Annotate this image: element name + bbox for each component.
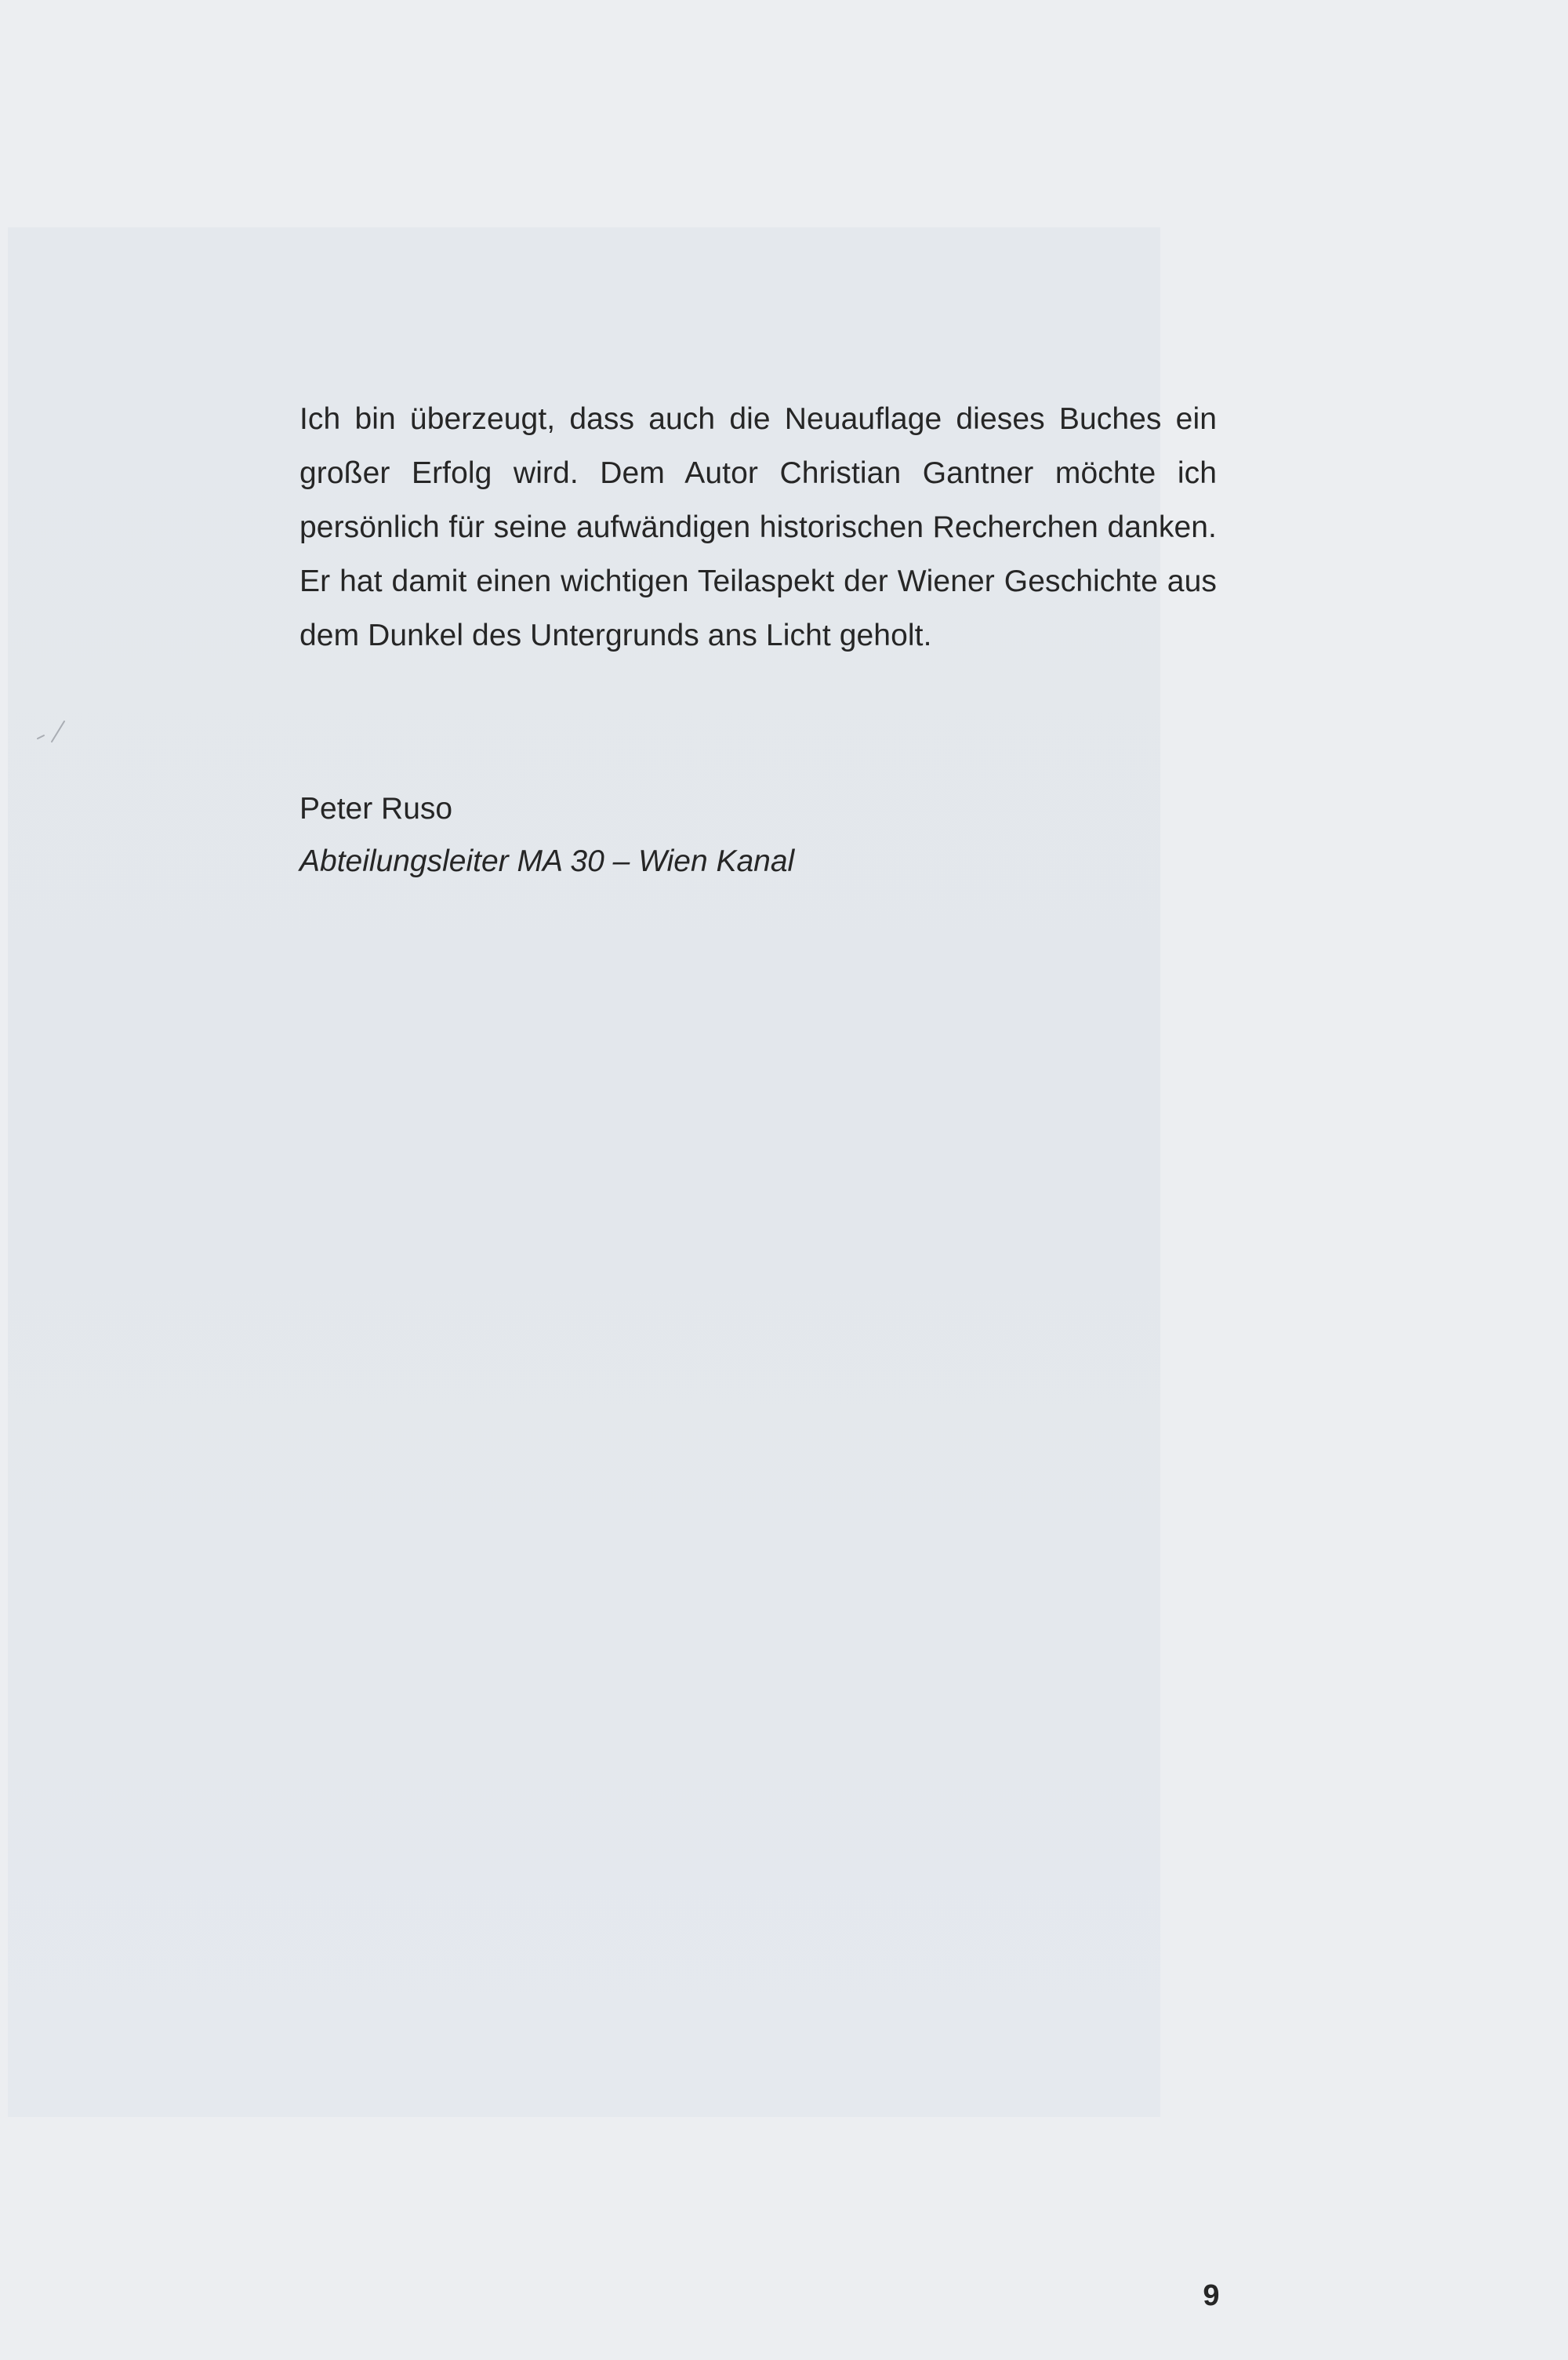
body-paragraph: Ich bin überzeugt, dass auch die Neuauflage dieses Buches ein großer Erfolg wird. Dem Autor Christian Gantner möchte ich persönlich für seine aufwändigen historischen Recherchen danken. Er hat damit einen wichtigen Teilaspekt der Wiener Geschichte aus dem Dunkel des Untergrunds ans Licht geholt.	[299, 402, 1217, 652]
scan-mark	[34, 715, 69, 746]
foreword-text-block	[299, 392, 1217, 888]
signature-block	[299, 782, 1217, 888]
page-number: 9	[1203, 2279, 1220, 2312]
signer-role: Abteilungsleiter MA 30 – Wien Kanal	[299, 844, 795, 878]
signer-name: Peter Ruso	[299, 792, 453, 826]
